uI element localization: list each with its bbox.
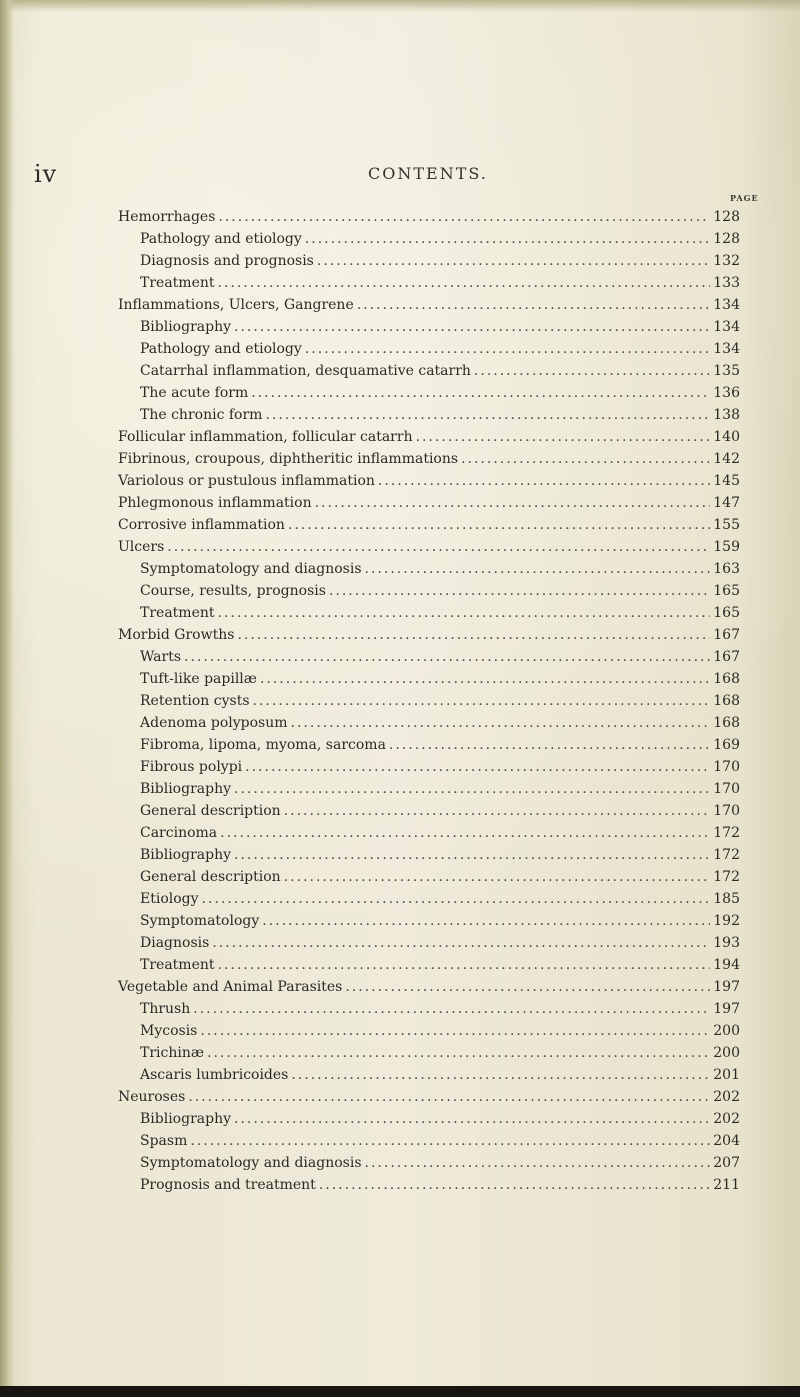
toc-entry-page: 136 bbox=[713, 385, 740, 401]
toc-entry-page: 135 bbox=[713, 363, 740, 379]
toc-entry-page: 165 bbox=[713, 583, 740, 599]
toc-entry bbox=[118, 778, 740, 800]
leader-dots bbox=[329, 580, 710, 602]
toc-entry-title: Diagnosis bbox=[140, 935, 210, 951]
toc-entry bbox=[118, 1152, 740, 1174]
toc-entry bbox=[118, 976, 740, 998]
toc-entry-title: Treatment bbox=[140, 275, 215, 291]
leader-dots bbox=[200, 1020, 710, 1042]
toc-entry-title: Course, results, prognosis bbox=[140, 583, 326, 599]
leader-dots bbox=[253, 690, 711, 712]
toc-entry-title: The chronic form bbox=[140, 407, 263, 423]
leader-dots bbox=[315, 492, 711, 514]
leader-dots bbox=[345, 976, 710, 998]
toc-entry-page: 172 bbox=[713, 825, 740, 841]
toc-entry-page: 194 bbox=[713, 957, 740, 973]
toc-entry bbox=[118, 646, 740, 668]
toc-entry bbox=[118, 668, 740, 690]
toc-entry-title: General description bbox=[140, 803, 281, 819]
toc-entry-page: 172 bbox=[713, 847, 740, 863]
toc-entry-page: 134 bbox=[713, 319, 740, 335]
leader-dots bbox=[202, 888, 711, 910]
toc-entry bbox=[118, 910, 740, 932]
page-number: iv bbox=[34, 160, 58, 188]
toc-entry bbox=[118, 250, 740, 272]
toc-entry-page: 165 bbox=[713, 605, 740, 621]
leader-dots bbox=[218, 206, 710, 228]
toc-entry-title: Treatment bbox=[140, 957, 215, 973]
leader-dots bbox=[220, 822, 710, 844]
toc-entry-page: 128 bbox=[713, 209, 740, 225]
toc-entry-page: 170 bbox=[713, 781, 740, 797]
leader-dots bbox=[190, 1130, 710, 1152]
toc-entry-title: Diagnosis and prognosis bbox=[140, 253, 314, 269]
toc-entry-page: 170 bbox=[713, 803, 740, 819]
leader-dots bbox=[207, 1042, 710, 1064]
toc-entry bbox=[118, 844, 740, 866]
toc-entry bbox=[118, 514, 740, 536]
toc-entry-page: 204 bbox=[713, 1133, 740, 1149]
toc-entry bbox=[118, 338, 740, 360]
toc-entry-page: 132 bbox=[713, 253, 740, 269]
toc-entry-title: Bibliography bbox=[140, 847, 231, 863]
toc-entry bbox=[118, 228, 740, 250]
toc-entry bbox=[118, 998, 740, 1020]
toc-entry bbox=[118, 800, 740, 822]
toc-entry-page: 168 bbox=[713, 671, 740, 687]
toc-entry-page: 155 bbox=[713, 517, 740, 533]
leader-dots bbox=[237, 624, 710, 646]
leader-dots bbox=[389, 734, 710, 756]
toc-entry-title: General description bbox=[140, 869, 281, 885]
leader-dots bbox=[218, 954, 711, 976]
toc-entry-title: Bibliography bbox=[140, 781, 231, 797]
toc-entry-page: 168 bbox=[713, 693, 740, 709]
leader-dots bbox=[193, 998, 710, 1020]
toc-entry bbox=[118, 822, 740, 844]
toc-entry-title: Pathology and etiology bbox=[140, 231, 302, 247]
toc-entry bbox=[118, 932, 740, 954]
toc-entry-page: 193 bbox=[713, 935, 740, 951]
leader-dots bbox=[461, 448, 710, 470]
toc-entry bbox=[118, 1130, 740, 1152]
toc-entry-page: 128 bbox=[713, 231, 740, 247]
toc-entry-title: Symptomatology bbox=[140, 913, 260, 929]
toc-entry-page: 138 bbox=[713, 407, 740, 423]
leader-dots bbox=[291, 712, 711, 734]
toc-entry bbox=[118, 272, 740, 294]
toc-entry-page: 133 bbox=[713, 275, 740, 291]
toc-entry-page: 134 bbox=[713, 341, 740, 357]
leader-dots bbox=[317, 250, 710, 272]
leader-dots bbox=[265, 404, 710, 426]
toc-entry-page: 167 bbox=[713, 627, 740, 643]
toc-entry-page: 200 bbox=[713, 1023, 740, 1039]
toc-entry-title: Thrush bbox=[140, 1001, 191, 1017]
leader-dots bbox=[188, 1086, 710, 1108]
leader-dots bbox=[260, 668, 710, 690]
leader-dots bbox=[234, 844, 710, 866]
page-header bbox=[0, 160, 800, 200]
leader-dots bbox=[184, 646, 710, 668]
toc-entry-title: Prognosis and treatment bbox=[140, 1177, 316, 1193]
toc-entry-title: Fibroma, lipoma, myoma, sarcoma bbox=[140, 737, 386, 753]
toc-entry bbox=[118, 1086, 740, 1108]
contents-list bbox=[118, 206, 740, 1196]
toc-entry-title: Tuft-like papillæ bbox=[140, 671, 257, 687]
toc-entry-page: 200 bbox=[713, 1045, 740, 1061]
toc-entry bbox=[118, 624, 740, 646]
toc-entry-page: 185 bbox=[713, 891, 740, 907]
left-page-edge bbox=[0, 0, 14, 1397]
toc-entry bbox=[118, 404, 740, 426]
toc-entry bbox=[118, 1174, 740, 1196]
leader-dots bbox=[288, 514, 710, 536]
toc-entry-title: Vegetable and Animal Parasites bbox=[118, 979, 343, 995]
leader-dots bbox=[305, 338, 710, 360]
toc-entry-title: Mycosis bbox=[140, 1023, 198, 1039]
leader-dots bbox=[378, 470, 710, 492]
toc-entry-page: 197 bbox=[713, 979, 740, 995]
toc-entry bbox=[118, 888, 740, 910]
toc-entry-page: 147 bbox=[713, 495, 740, 511]
top-page-edge bbox=[0, 0, 800, 12]
toc-entry-page: 202 bbox=[713, 1111, 740, 1127]
leader-dots bbox=[365, 1152, 711, 1174]
toc-entry bbox=[118, 360, 740, 382]
toc-entry-title: Follicular inflammation, follicular catarrh bbox=[118, 429, 413, 445]
toc-entry-page: 207 bbox=[713, 1155, 740, 1171]
leader-dots bbox=[251, 382, 710, 404]
toc-entry bbox=[118, 426, 740, 448]
toc-entry-title: Bibliography bbox=[140, 319, 231, 335]
toc-entry-page: 202 bbox=[713, 1089, 740, 1105]
toc-entry-title: Symptomatology and diagnosis bbox=[140, 561, 362, 577]
leader-dots bbox=[245, 756, 710, 778]
toc-entry-title: Ulcers bbox=[118, 539, 165, 555]
leader-dots bbox=[305, 228, 710, 250]
leader-dots bbox=[234, 1108, 710, 1130]
leader-dots bbox=[284, 800, 711, 822]
leader-dots bbox=[218, 272, 711, 294]
toc-entry-title: Spasm bbox=[140, 1133, 188, 1149]
toc-entry-title: The acute form bbox=[140, 385, 249, 401]
toc-entry-page: 192 bbox=[713, 913, 740, 929]
toc-entry bbox=[118, 492, 740, 514]
toc-entry bbox=[118, 1042, 740, 1064]
toc-entry-title: Neuroses bbox=[118, 1089, 186, 1105]
toc-entry-title: Corrosive inflammation bbox=[118, 517, 285, 533]
leader-dots bbox=[291, 1064, 710, 1086]
toc-entry bbox=[118, 1020, 740, 1042]
toc-entry-title: Trichinæ bbox=[140, 1045, 205, 1061]
toc-entry-title: Morbid Growths bbox=[118, 627, 235, 643]
toc-entry bbox=[118, 448, 740, 470]
toc-entry-page: 145 bbox=[713, 473, 740, 489]
toc-entry bbox=[118, 690, 740, 712]
toc-entry-title: Adenoma polyposum bbox=[140, 715, 288, 731]
toc-entry-page: 163 bbox=[713, 561, 740, 577]
toc-entry bbox=[118, 756, 740, 778]
toc-entry-page: 167 bbox=[713, 649, 740, 665]
leader-dots bbox=[262, 910, 710, 932]
toc-entry bbox=[118, 536, 740, 558]
toc-entry-page: 142 bbox=[713, 451, 740, 467]
toc-entry-page: 134 bbox=[713, 297, 740, 313]
toc-entry bbox=[118, 1064, 740, 1086]
toc-entry-title: Carcinoma bbox=[140, 825, 218, 841]
toc-entry-page: 170 bbox=[713, 759, 740, 775]
toc-entry-title: Bibliography bbox=[140, 1111, 231, 1127]
toc-entry-title: Hemorrhages bbox=[118, 209, 216, 225]
toc-entry-title: Symptomatology and diagnosis bbox=[140, 1155, 362, 1171]
toc-entry bbox=[118, 602, 740, 624]
toc-entry-title: Retention cysts bbox=[140, 693, 250, 709]
toc-entry-title: Warts bbox=[140, 649, 182, 665]
toc-entry bbox=[118, 294, 740, 316]
leader-dots bbox=[234, 316, 710, 338]
toc-entry-title: Inflammations, Ulcers, Gangrene bbox=[118, 297, 354, 313]
toc-entry bbox=[118, 558, 740, 580]
leader-dots bbox=[212, 932, 710, 954]
page-column-label: PAGE bbox=[730, 193, 759, 203]
toc-entry bbox=[118, 954, 740, 976]
toc-entry-title: Pathology and etiology bbox=[140, 341, 302, 357]
toc-entry-title: Ascaris lumbricoides bbox=[140, 1067, 289, 1083]
toc-entry bbox=[118, 580, 740, 602]
toc-entry-page: 211 bbox=[713, 1177, 740, 1193]
toc-entry-page: 197 bbox=[713, 1001, 740, 1017]
toc-entry-page: 140 bbox=[713, 429, 740, 445]
running-title: CONTENTS. bbox=[368, 164, 488, 183]
toc-entry bbox=[118, 734, 740, 756]
toc-entry-page: 168 bbox=[713, 715, 740, 731]
leader-dots bbox=[474, 360, 710, 382]
toc-entry-title: Variolous or pustulous inflammation bbox=[118, 473, 375, 489]
toc-entry bbox=[118, 712, 740, 734]
toc-entry-title: Phlegmonous inflammation bbox=[118, 495, 312, 511]
toc-entry-title: Catarrhal inflammation, desquamative catarrh bbox=[140, 363, 471, 379]
toc-entry-title: Fibrous polypi bbox=[140, 759, 243, 775]
toc-entry bbox=[118, 206, 740, 228]
toc-entry-page: 201 bbox=[713, 1067, 740, 1083]
leader-dots bbox=[416, 426, 711, 448]
toc-entry bbox=[118, 470, 740, 492]
toc-entry-page: 169 bbox=[713, 737, 740, 753]
toc-entry bbox=[118, 382, 740, 404]
toc-entry-page: 172 bbox=[713, 869, 740, 885]
leader-dots bbox=[357, 294, 711, 316]
toc-entry bbox=[118, 1108, 740, 1130]
leader-dots bbox=[365, 558, 711, 580]
toc-entry bbox=[118, 316, 740, 338]
toc-entry-title: Treatment bbox=[140, 605, 215, 621]
toc-entry-title: Fibrinous, croupous, diphtheritic inflammations bbox=[118, 451, 459, 467]
leader-dots bbox=[234, 778, 710, 800]
toc-entry-page: 159 bbox=[713, 539, 740, 555]
leader-dots bbox=[284, 866, 711, 888]
bottom-page-edge bbox=[0, 1386, 800, 1397]
toc-entry-title: Etiology bbox=[140, 891, 199, 907]
leader-dots bbox=[167, 536, 710, 558]
toc-entry bbox=[118, 866, 740, 888]
leader-dots bbox=[319, 1174, 710, 1196]
leader-dots bbox=[218, 602, 711, 624]
